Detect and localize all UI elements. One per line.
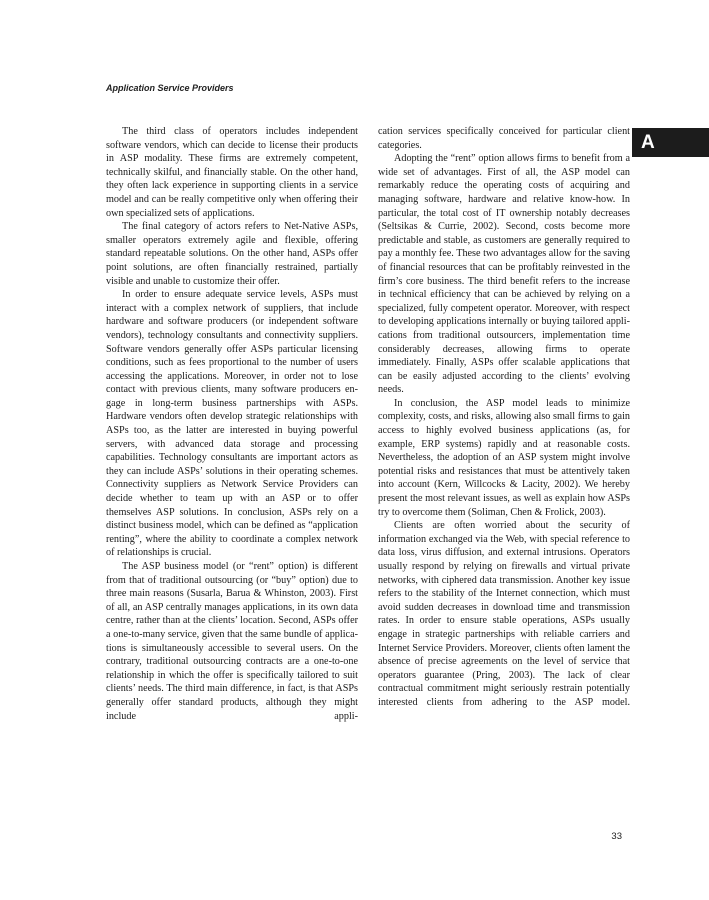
right-column (378, 125, 630, 710)
paragraph: The final category of actors refers to Net-Native ASPs, smaller operators extremely agile and flexible, offering standard repeatable solutions. On the other hand, ASPs offer point solutions, are often financially restrained, partially visible and unable to customize their offer. (106, 221, 358, 287)
paragraph: In conclusion, the ASP model leads to minimize complexity, costs, and risks, allowing also small firms to gain access to highly evolved business applications (as, for example, ERP systems) rapidly and at reasonable costs. Nevertheless, the adoption of an ASP system might involve potential risks and resistances that must be attentively taken into account (Kern, Willcocks & Lacity, 2002). We hereby present the most relevant issues, as well as explain how ASPs try to overcome them (Soliman, Chen & Frolick, 2003). (378, 397, 630, 518)
left-column (106, 125, 358, 723)
paragraph: The third class of operators includes independent software vendors, which can decide to license their products in ASP modality. These firms are extremely competent, technically skilful, and financially stable. On the other hand, they often lack experience in supporting clients in a service model and can be really competitive only when offering their own specialized sets of applications. (106, 126, 358, 219)
section-letter-tab: A (632, 128, 709, 157)
paragraph: Adopting the “rent” option allows firms to benefit from a wide set of advantages. First of all, the ASP model can remarkably reduce the operating costs of acquiring and managing software, hardware and relative know-how. In particular, the total cost of IT ownership notably decreases (Seltsikas & Currie, 2002). Second, costs become more predictable and stable, as customers are generally required to pay a monthly fee. These two advantages allow for the saving of financial resources that can be profitably reinvested in the firm’s core business. The third benefit refers to the increase in technical efficiency that can be achieved by relying on a specialized, fully competent operator. Moreover, with respect to developing applications internally or buying tailored applications from traditional outsourcers, implementation time considerably decreases, allowing firms to operate immediately. Finally, ASPs offer scalable applications that can be easily adjusted according to the clients’ evolving needs. (378, 153, 630, 396)
running-head: Application Service Providers (106, 83, 234, 93)
paragraph: In order to ensure adequate service levels, ASPs must interact with a complex network of suppliers, that include hardware and software producers (or independent software vendors), technology consultants and connectivity suppliers. Software vendors generally offer ASPs particular licensing conditions, such as fees proportional to the number of users accessing the applications. Moreover, in order not to lose contact with previous clients, many software producers engage in long-term business partnerships with ASPs. Hardware vendors often develop strategic relationships with ASPs too, as the latter are interested in buying powerful servers, with advanced data storage and processing capabilities. Technology consultants are important actors as they can include ASPs’ solutions in their operating schemes. Connectivity suppliers as Network Service Providers can decide whether to team up with an ASP or to offer themselves ASP solutions. In conclusion, ASPs rely on a distinct business model, which can be defined as “application renting”, where the ability to coordinate a complex network of relationships is crucial. (106, 289, 358, 559)
page-number: 33 (611, 831, 622, 842)
paragraph: The ASP business model (or “rent” option) is different from that of traditional outsourcing (or “buy” option) due to three main reasons (Susarla, Barua & Whinston, 2003). First of all, an ASP centrally manages applications, in its own data centre, rather than at the clients’ location. Second, ASPs offer a one-to-many service, given that the same bundle of applications is simultaneously accessible to several users. On the contrary, traditional outsourcing contracts are a one-to-one relationship in which the offer is specifically tailored to suit clients’ needs. The third main difference, in fact, is that ASPs generally offer standard products, although they might include appli- (106, 561, 358, 722)
paragraph: cation services specifically conceived for particular client categories. (378, 126, 630, 151)
paragraph: Clients are often worried about the security of information exchanged via the Web, with special reference to data loss, virus diffusion, and external intrusions. Operators usually respond by relying on firewalls and virtual private networks, with ciphered data transmission. Another key issue refers to the stability of the Internet connection, which must avoid sudden decreases in download time and transmission rates. In order to ensure stable operations, ASPs usually engage in strategic partnerships with reliable carriers and Internet Service Providers. Moreover, clients often lament the absence of precise agreements on the level of service that operators guarantee (Pring, 2003). The lack of clear contractual commitment might seriously restrain potentially interested clients from adhering to the ASP model. (378, 520, 630, 708)
